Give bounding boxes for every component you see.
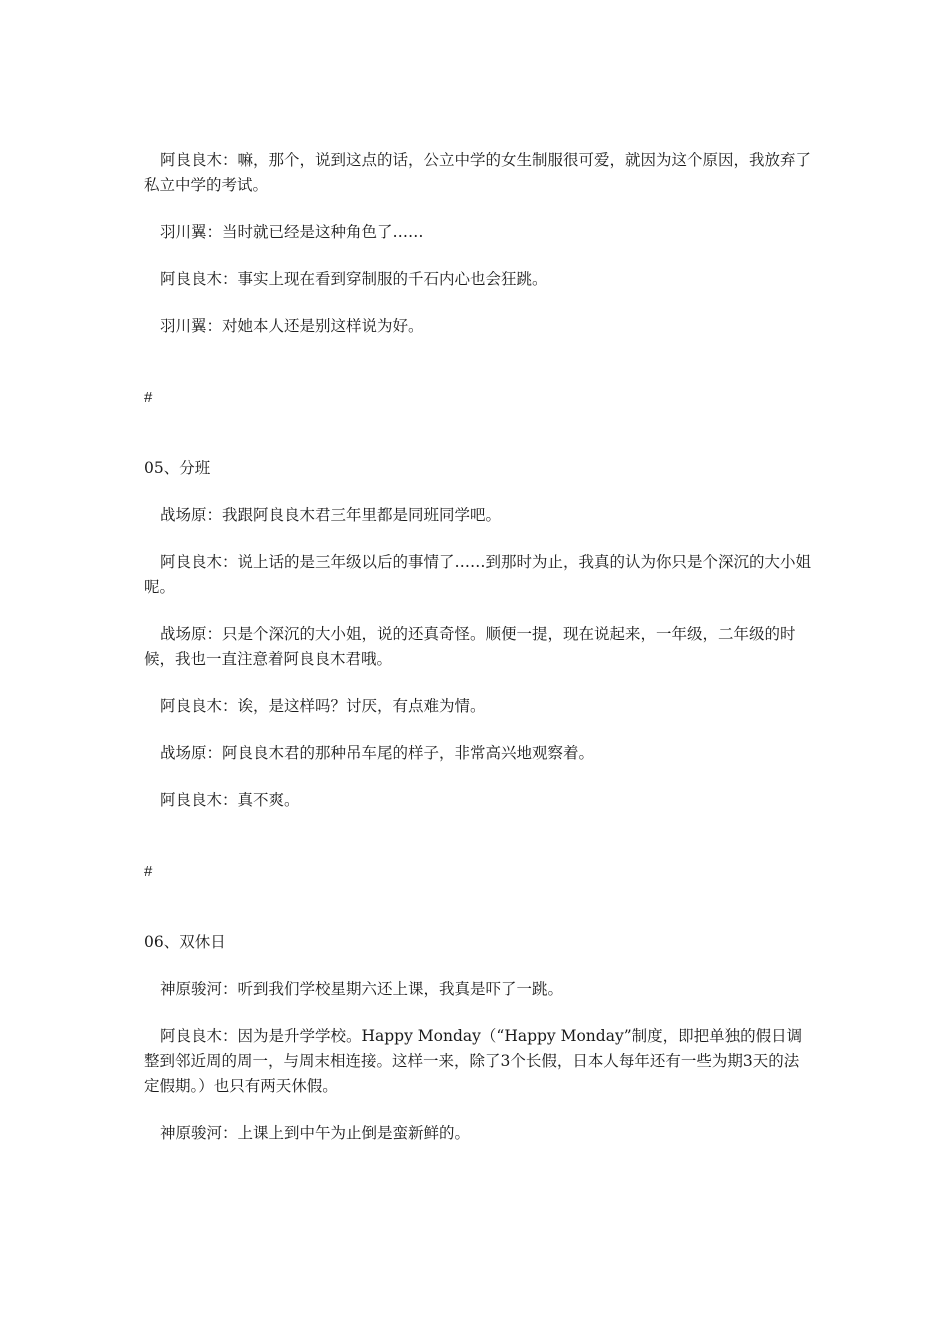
dialogue-line: 战场原：只是个深沉的大小姐，说的还真奇怪。顺便一提，现在说起来，一年级，二年级的时候，我也一直注意着阿良良木君哦。 [144,625,796,668]
dialogue-line: 神原骏河：听到我们学校星期六还上课，我真是吓了一跳。 [160,980,564,998]
dialogue-line: 阿良良木：说上话的是三年级以后的事情了……到那时为止，我真的认为你只是个深沉的大小姐呢。 [144,553,812,596]
dialogue-line: 神原骏河：上课上到中午为止倒是蛮新鲜的。 [160,1124,471,1142]
section-separator: # [144,389,153,406]
dialogue-line: 阿良良木：诶，是这样吗？讨厌，有点难为情。 [160,697,486,715]
dialogue-line: 阿良良木：真不爽。 [160,791,300,809]
section-heading: 06、双休日 [144,933,226,951]
section-separator: # [144,863,153,880]
dialogue-line: 战场原：我跟阿良良木君三年里都是同班同学吧。 [160,506,502,524]
document-page [144,148,812,1146]
dialogue-line: 战场原：阿良良木君的那种吊车尾的样子，非常高兴地观察着。 [160,744,595,762]
dialogue-line: 羽川翼：对她本人还是别这样说为好。 [160,317,424,335]
section-heading: 05、分班 [144,459,211,477]
dialogue-line: 阿良良木：事实上现在看到穿制服的千石内心也会狂跳。 [160,270,548,288]
dialogue-line: 阿良良木：嘛，那个，说到这点的话，公立中学的女生制服很可爱，就因为这个原因，我放弃了私立中学的考试。 [144,151,812,194]
dialogue-line: 羽川翼：当时就已经是这种角色了…… [160,223,424,241]
dialogue-line: 阿良良木：因为是升学学校。Happy Monday（“Happy Monday”制度，即把单独的假日调整到邻近周的周一，与周末相连接。这样一来，除了3个长假，日本人每年还有一些为期3天的法定假期。）也只有两天休假。 [144,1027,803,1095]
